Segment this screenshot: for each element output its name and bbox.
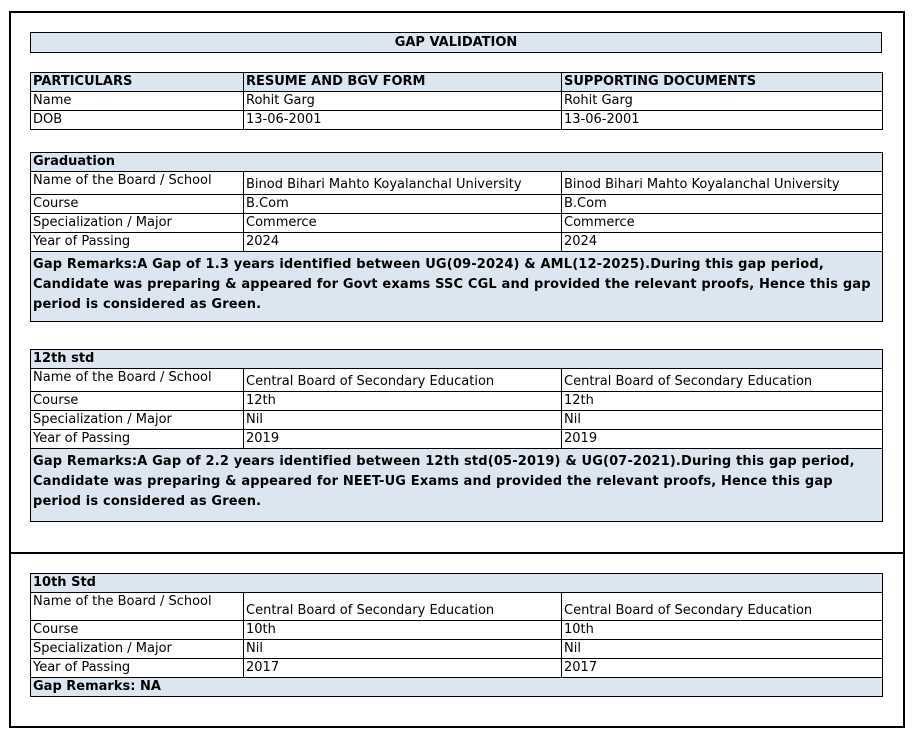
supporting-value: 12th xyxy=(562,392,883,411)
section-title: Graduation xyxy=(31,153,883,172)
supporting-value: Nil xyxy=(562,411,883,430)
title-table xyxy=(30,32,882,53)
row-label: Year of Passing xyxy=(31,233,244,252)
row-label: Year of Passing xyxy=(31,659,244,678)
header-supporting: SUPPORTING DOCUMENTS xyxy=(562,73,883,92)
header-particulars: PARTICULARS xyxy=(31,73,244,92)
supporting-value: Commerce xyxy=(562,214,883,233)
supporting-value: B.Com xyxy=(562,195,883,214)
supporting-value: 2019 xyxy=(562,430,883,449)
row-label: Name of the Board / School xyxy=(31,593,244,621)
supporting-value: 10th xyxy=(562,621,883,640)
table-row xyxy=(31,640,883,659)
graduation-table xyxy=(30,152,883,322)
supporting-value: Rohit Garg xyxy=(562,92,883,111)
header-row xyxy=(31,73,883,92)
resume-value: Binod Bihari Mahto Koyalanchal University xyxy=(244,172,562,195)
table-row xyxy=(31,621,883,640)
gap-remarks: Gap Remarks: NA xyxy=(31,678,883,697)
section-title: 12th std xyxy=(31,350,883,369)
row-label: Course xyxy=(31,195,244,214)
gap-remarks: Gap Remarks:A Gap of 2.2 years identified between 12th std(05-2019) & UG(07-2021).During this gap period, Candidate was preparing & appeared for NEET-UG Exams and provided the relevant proofs, Hence this gap period is considered as Green. xyxy=(31,449,883,522)
row-label: Name of the Board / School xyxy=(31,172,244,195)
resume-value: Central Board of Secondary Education xyxy=(244,593,562,621)
row-label: Name of the Board / School xyxy=(31,369,244,392)
resume-value: Nil xyxy=(244,411,562,430)
table-row xyxy=(31,659,883,678)
table-row xyxy=(31,214,883,233)
table-row xyxy=(31,233,883,252)
table-row xyxy=(31,92,883,111)
resume-value: 12th xyxy=(244,392,562,411)
row-label: Name xyxy=(31,92,244,111)
table-row xyxy=(31,430,883,449)
row-label: DOB xyxy=(31,111,244,130)
personal-table xyxy=(30,72,883,130)
section-title: 10th Std xyxy=(31,574,883,593)
gap-remarks: Gap Remarks:A Gap of 1.3 years identified between UG(09-2024) & AML(12-2025).During this gap period, Candidate was preparing & appeared for Govt exams SSC CGL and provided the relevant proofs, Hence this gap period is considered as Green. xyxy=(31,252,883,322)
resume-value: 13-06-2001 xyxy=(244,111,562,130)
row-label: Course xyxy=(31,392,244,411)
twelfth-table xyxy=(30,349,883,522)
resume-value: Rohit Garg xyxy=(244,92,562,111)
resume-value: 2017 xyxy=(244,659,562,678)
resume-value: Nil xyxy=(244,640,562,659)
supporting-value: 2024 xyxy=(562,233,883,252)
table-row xyxy=(31,111,883,130)
table-row xyxy=(31,392,883,411)
tenth-table xyxy=(30,573,883,697)
table-row xyxy=(31,172,883,195)
supporting-value: Binod Bihari Mahto Koyalanchal University xyxy=(562,172,883,195)
table-row xyxy=(31,593,883,621)
row-label: Course xyxy=(31,621,244,640)
resume-value: 2024 xyxy=(244,233,562,252)
supporting-value: Central Board of Secondary Education xyxy=(562,369,883,392)
page-title: GAP VALIDATION xyxy=(31,33,882,53)
row-label: Specialization / Major xyxy=(31,411,244,430)
supporting-value: Nil xyxy=(562,640,883,659)
supporting-value: 13-06-2001 xyxy=(562,111,883,130)
resume-value: B.Com xyxy=(244,195,562,214)
header-resume: RESUME AND BGV FORM xyxy=(244,73,562,92)
resume-value: Central Board of Secondary Education xyxy=(244,369,562,392)
supporting-value: Central Board of Secondary Education xyxy=(562,593,883,621)
table-row xyxy=(31,411,883,430)
resume-value: 10th xyxy=(244,621,562,640)
supporting-value: 2017 xyxy=(562,659,883,678)
resume-value: 2019 xyxy=(244,430,562,449)
row-label: Specialization / Major xyxy=(31,640,244,659)
row-label: Year of Passing xyxy=(31,430,244,449)
resume-value: Commerce xyxy=(244,214,562,233)
row-label: Specialization / Major xyxy=(31,214,244,233)
table-row xyxy=(31,195,883,214)
table-row xyxy=(31,369,883,392)
